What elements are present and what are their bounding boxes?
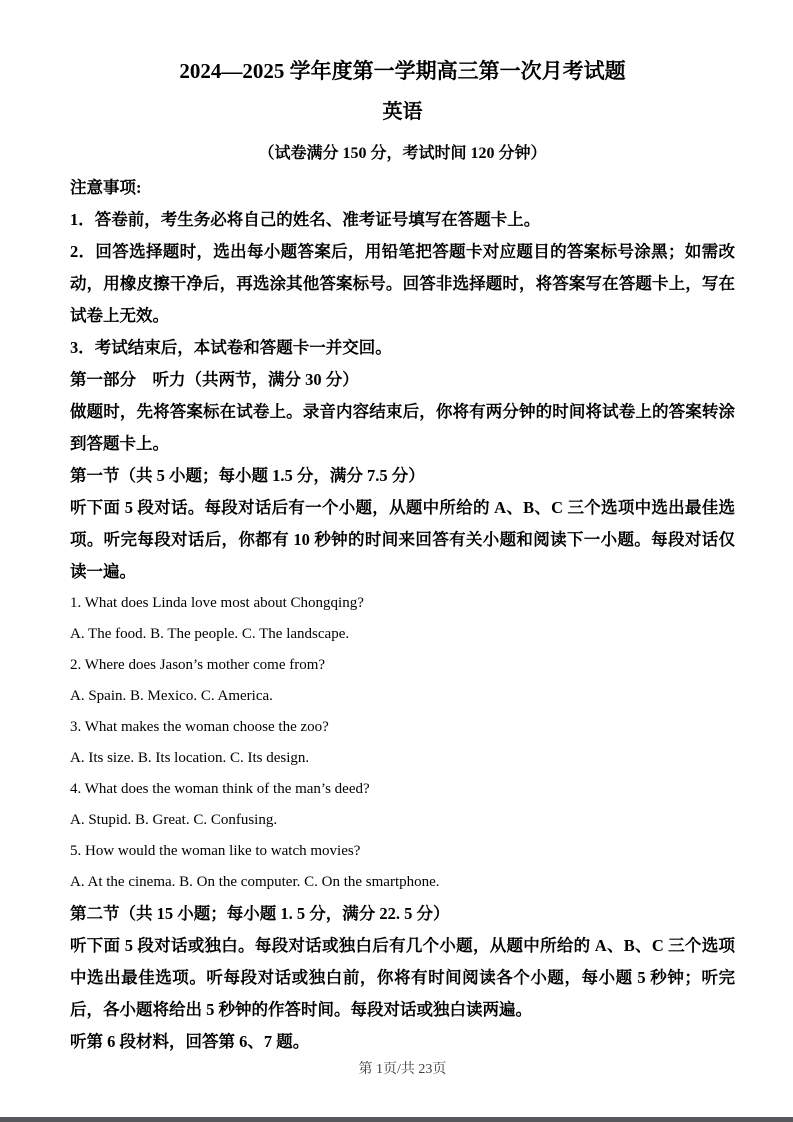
part1-instructions: 做题时，先将答案标在试卷上。录音内容结束后，你将有两分钟的时间将试卷上的答案转涂到答题卡上。 [70, 402, 735, 453]
section1-instructions: 听下面 5 段对话。每段对话后有一个小题，从题中所给的 A、B、C 三个选项中选出最佳选项。听完每段对话后，你都有 10 秒钟的时间来回答有关小题和阅读下一小题。每段对话仅读一遍。 [70, 498, 735, 581]
section1 [70, 460, 735, 898]
question-2-text: 2. Where does Jason’s mother come from? [70, 657, 326, 673]
subject-title: 英语 [382, 101, 423, 123]
notices-section [70, 172, 735, 364]
notices-heading: 注意事项: [70, 178, 142, 197]
question-1 [70, 588, 735, 650]
question-5 [70, 836, 735, 898]
question-2 [70, 650, 735, 712]
question-5-options: A. At the cinema. B. On the computer. C. On the smartphone. [70, 874, 440, 890]
notice-item-1: 1．答卷前，考生务必将自己的姓名、准考证号填写在答题卡上。 [70, 210, 541, 229]
section2-instructions: 听下面 5 段对话或独白。每段对话或独白后有几个小题，从题中所给的 A、B、C 三个选项中选出最佳选项。听每段对话或独白前，你将有时间阅读各个小题，每小题 5 秒钟；听完后，各小题将给出 5 秒钟的作答时间。每段对话或独白读两遍。 [70, 936, 735, 1019]
part1-section [70, 364, 735, 460]
question-1-options: A. The food. B. The people. C. The landscape. [70, 626, 350, 642]
question-5-text: 5. How would the woman like to watch movies? [70, 843, 361, 859]
question-4-text: 4. What does the woman think of the man’s deed? [70, 781, 370, 797]
question-4-options: A. Stupid. B. Great. C. Confusing. [70, 812, 278, 828]
section2 [70, 898, 735, 1058]
question-3 [70, 712, 735, 774]
question-4 [70, 774, 735, 836]
page-footer: 第 1页/共 23页 [358, 1062, 447, 1077]
page-bottom-edge [0, 1117, 793, 1122]
section2-heading: 第二节（共 15 小题；每小题 1. 5 分，满分 22. 5 分） [70, 904, 450, 923]
question-3-text: 3. What makes the woman choose the zoo? [70, 719, 329, 735]
page-title: 2024—2025 学年度第一学期高三第一次月考试题 [179, 59, 626, 83]
exam-info: （试卷满分 150 分，考试时间 120 分钟） [258, 145, 547, 162]
question-2-options: A. Spain. B. Mexico. C. America. [70, 688, 273, 704]
section2-material-prompt: 听第 6 段材料，回答第 6、7 题。 [70, 1032, 310, 1051]
notice-item-3: 3．考试结束后，本试卷和答题卡一并交回。 [70, 338, 392, 357]
part1-heading: 第一部分 听力（共两节，满分 30 分） [70, 370, 359, 389]
question-1-text: 1. What does Linda love most about Chongqing? [70, 595, 364, 611]
question-3-options: A. Its size. B. Its location. C. Its design. [70, 750, 310, 766]
section1-heading: 第一节（共 5 小题；每小题 1.5 分，满分 7.5 分） [70, 466, 425, 485]
notice-item-2: 2．回答选择题时，选出每小题答案后，用铅笔把答题卡对应题目的答案标号涂黑；如需改动，用橡皮擦干净后，再选涂其他答案标号。回答非选择题时，将答案写在答题卡上，写在试卷上无效。 [70, 242, 735, 325]
